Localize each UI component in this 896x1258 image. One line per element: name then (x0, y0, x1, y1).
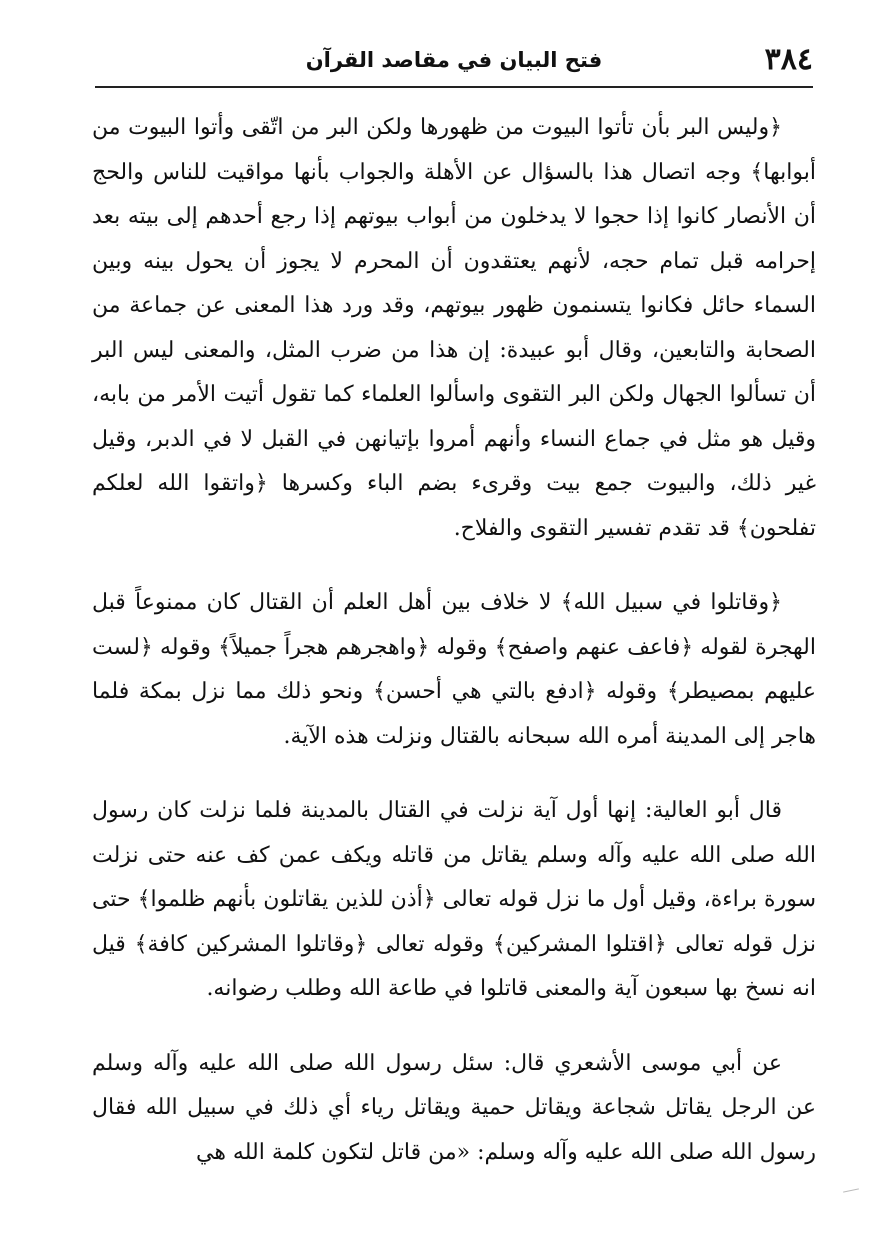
page-header (95, 40, 813, 86)
body-text (92, 106, 816, 1175)
running-title: فتح البيان في مقاصد القرآن (305, 48, 603, 72)
paragraph-1: ﴿وليس البر بأن تأتوا البيوت من ظهورها ولكن البر من اتّقى وأتوا البيوت من أبوابها﴾ وجه اتصال هذا بالسؤال عن الأهلة والجواب بأنها مواقيت للناس والحج أن الأنصار كانوا إذا حجوا لا يدخلون من أبواب بيوتهم إذا رجع أحدهم إلى بيته بعد إحرامه قبل تمام حجه، لأنهم يعتقدون أن المحرم لا يجوز أن يحول بينه وبين السماء حائل فكانوا يتسنمون ظهور بيوتهم، وقد ورد هذا المعنى عن جماعة من الصحابة والتابعين، وقال أبو عبيدة: إن هذا من ضرب المثل، والمعنى ليس البر أن تسألوا الجهال ولكن البر التقوى واسألوا العلماء كما تقول أتيت الأمر من بابه، وقيل هو مثل في جماع النساء وأنهم أمروا بإتيانهن في القبل لا في الدبر، وقيل غير ذلك، والبيوت جمع بيت وقرىء بضم الباء وكسرها ﴿واتقوا الله لعلكم تفلحون﴾ قد تقدم تفسير التقوى والفلاح. (92, 115, 816, 541)
page-number: ٣٨٤ (764, 42, 813, 77)
paragraph-4: عن أبي موسى الأشعري قال: سئل رسول الله صلى الله عليه وآله وسلم عن الرجل يقاتل شجاعة ويقاتل حمية ويقاتل رياء أي ذلك في سبيل الله فقال رسول الله صلى الله عليه وآله وسلم: «من قاتل لتكون كلمة الله هي (92, 1050, 816, 1165)
margin-mark (843, 1188, 859, 1192)
header-rule (95, 86, 813, 88)
paragraph-3: قال أبو العالية: إنها أول آية نزلت في القتال بالمدينة فلما نزلت كان رسول الله صلى الله عليه وآله وسلم يقاتل من قاتله ويكف عمن كف عنه حتى نزلت سورة براءة، وقيل أول ما نزل قوله تعالى ﴿أذن للذين يقاتلون بأنهم ظلموا﴾ حتى نزل قوله تعالى ﴿اقتلوا المشركين﴾ وقوله تعالى ﴿وقاتلوا المشركين كافة﴾ قيل انه نسخ بها سبعون آية والمعنى قاتلوا في طاعة الله وطلب رضوانه. (92, 798, 816, 1001)
paragraph-2: ﴿وقاتلوا في سبيل الله﴾ لا خلاف بين أهل العلم أن القتال كان ممنوعاً قبل الهجرة لقوله ﴿فاعف عنهم واصفح﴾ وقوله ﴿واهجرهم هجراً جميلاً﴾ وقوله ﴿لست عليهم بمصيطر﴾ وقوله ﴿ادفع بالتي هي أحسن﴾ ونحو ذلك مما نزل بمكة فلما هاجر إلى المدينة أمره الله سبحانه بالقتال ونزلت هذه الآية. (92, 590, 816, 749)
